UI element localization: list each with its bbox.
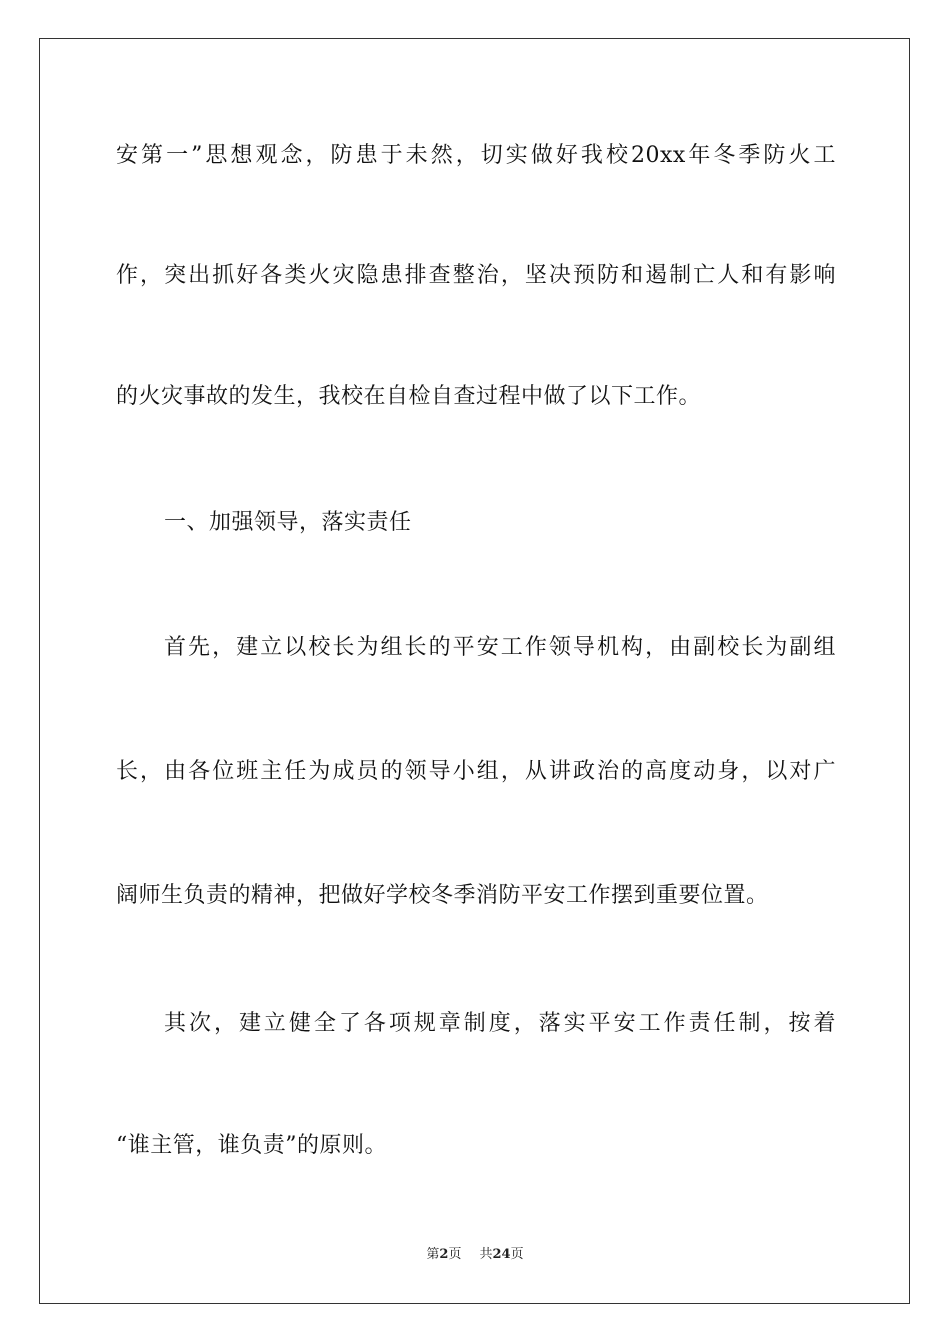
footer-total-prefix: 共 — [479, 1247, 493, 1262]
body-line-5: 首先，建立以校长为组长的平安工作领导机构，由副校长为副组 — [164, 635, 836, 660]
footer-total-suffix: 页 — [510, 1247, 524, 1262]
section-heading: 一、加强领导，落实责任 — [164, 510, 412, 535]
footer-page-prefix: 第 — [426, 1247, 440, 1262]
body-line-9: “谁主管，谁负责”的原则。 — [116, 1133, 387, 1158]
body-line-3: 的火灾事故的发生，我校在自检自查过程中做了以下工作。 — [116, 384, 702, 409]
body-line-8: 其次，建立健全了各项规章制度，落实平安工作责任制，按着 — [164, 1011, 836, 1036]
page-footer — [0, 1246, 950, 1264]
footer-page-number: 2 — [439, 1247, 449, 1262]
footer-total-pages: 24 — [492, 1247, 511, 1262]
body-line-1: 安第一”思想观念，防患于未然，切实做好我校20xx年冬季防火工 — [116, 143, 836, 168]
body-line-7: 阔师生负责的精神，把做好学校冬季消防平安工作摆到重要位置。 — [116, 883, 769, 908]
footer-page-suffix: 页 — [448, 1247, 462, 1262]
page-border — [39, 38, 910, 1304]
body-line-2: 作，突出抓好各类火灾隐患排查整治，坚决预防和遏制亡人和有影响 — [116, 263, 836, 288]
body-line-6: 长，由各位班主任为成员的领导小组，从讲政治的高度动身，以对广 — [116, 759, 836, 784]
